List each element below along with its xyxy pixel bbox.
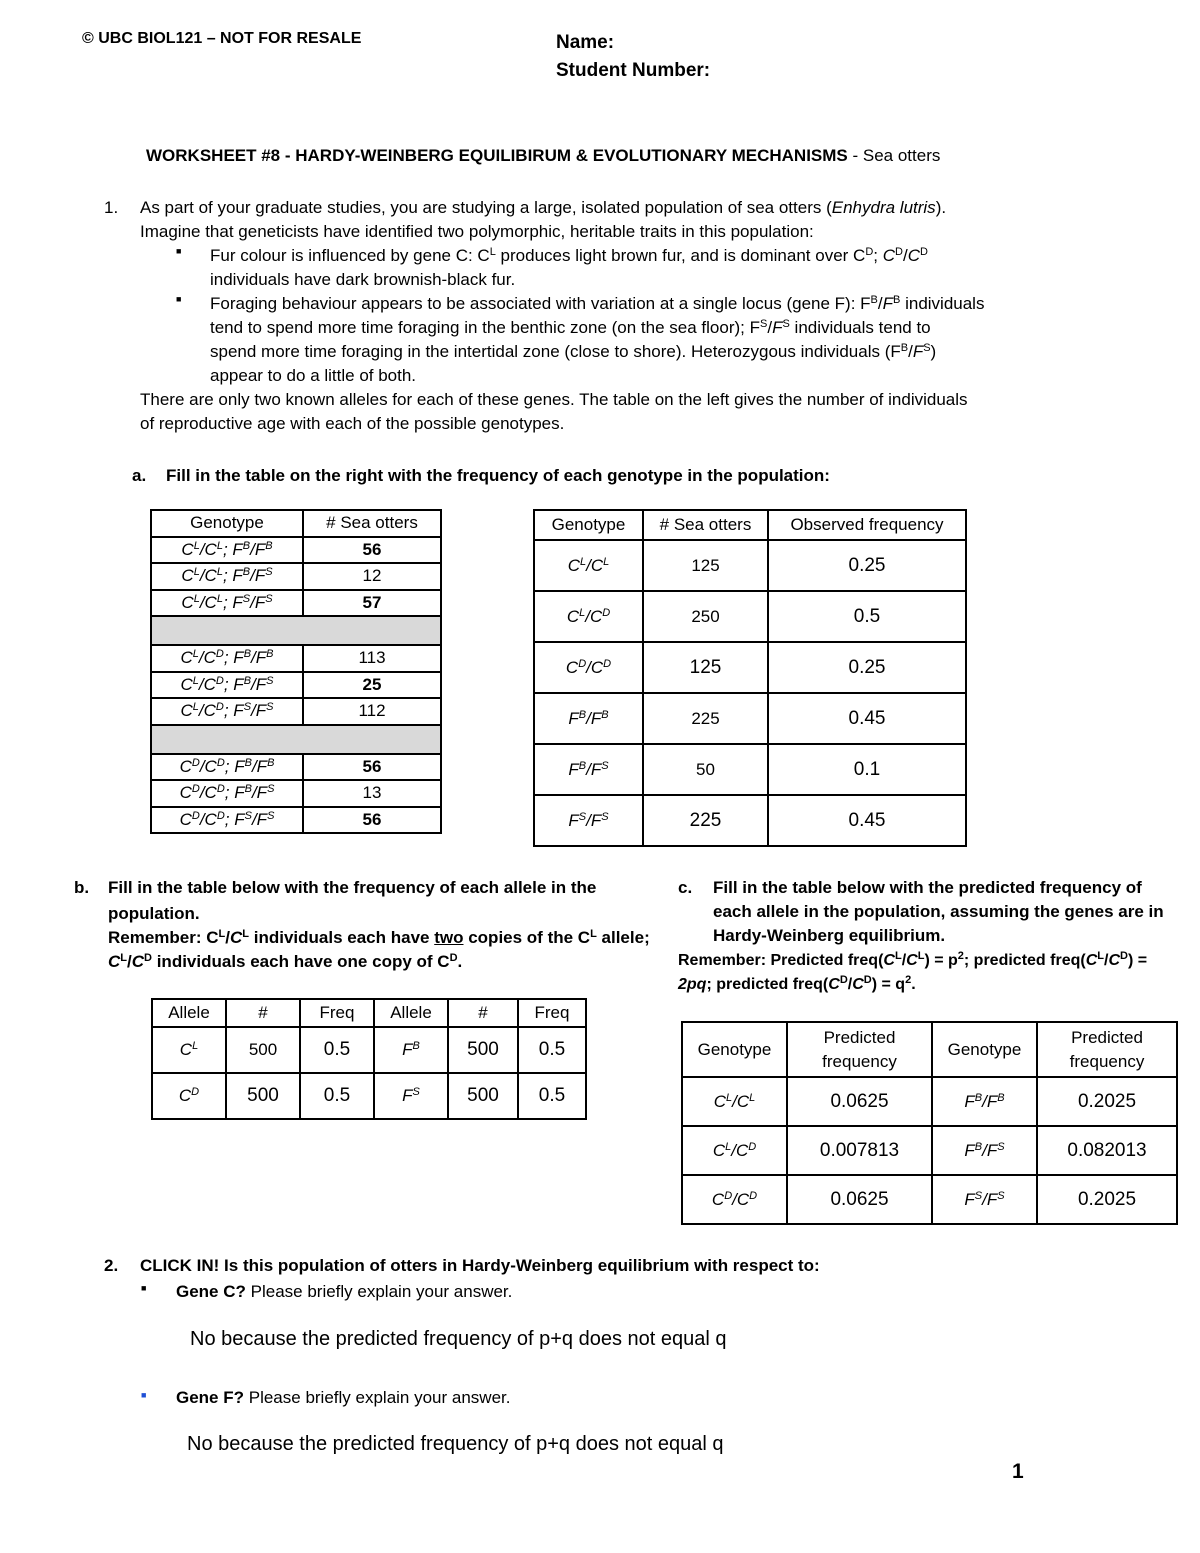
gene-c-answer[interactable]: No because the predicted frequency of p+q does not equal q (190, 1328, 727, 1350)
frequency-cell[interactable]: 0.5 (518, 1027, 586, 1073)
header-genotype: Genotype (534, 510, 643, 540)
bullet2-line3: spend more time foraging in the intertidal zone (close to shore). Heterozygous individuals $(F^B/F^S)$ (210, 342, 937, 361)
table-row (151, 807, 441, 834)
genotype-cell: $F^B/F^B$ (932, 1077, 1037, 1126)
part-b-line2: population. (108, 904, 200, 923)
bullet1-line1: Fur colour is influenced by gene C: $C^L$ produces light brown fur, and is dominant over $C^D$; $C^D/C^D$ (210, 246, 928, 265)
gene-f-question: Gene F? Please briefly explain your answer. (176, 1388, 511, 1407)
q1-number: 1. (104, 198, 119, 217)
frequency-cell[interactable]: 0.5 (768, 591, 966, 642)
header-allele: Allele (374, 999, 448, 1027)
genotype-cell: $C^D/C^D$; $F^B/F^S$ (151, 780, 303, 807)
part-c-label: c. (678, 878, 693, 897)
header-predicted-frequency: Predicted frequency (1037, 1022, 1177, 1077)
header-genotype: Genotype (682, 1022, 787, 1077)
genotype-cell: $C^L/C^L$ (534, 540, 643, 591)
count-cell[interactable]: 125 (643, 540, 768, 591)
table-row (534, 540, 966, 591)
frequency-cell[interactable]: 0.25 (768, 540, 966, 591)
count-cell: 57 (303, 590, 441, 617)
predicted-cell[interactable]: 0.082013 (1037, 1126, 1177, 1175)
predicted-cell[interactable]: 0.0625 (787, 1077, 932, 1126)
bullet-1: ■ (176, 246, 182, 256)
genotype-cell: $F^B/F^S$ (932, 1126, 1037, 1175)
name-label: Name: (556, 32, 615, 53)
genotype-cell: $C^L/C^D$; $F^B/F^S$ (151, 672, 303, 699)
table-row (151, 563, 441, 590)
genotype-cell: $C^L/C^D$; $F^B/F^B$ (151, 645, 303, 672)
bullet-gene-c: ■ (141, 1283, 147, 1293)
genotype-cell: $F^S/F^S$ (932, 1175, 1037, 1224)
q1-intro-line2: Imagine that geneticists have identified two polymorphic, heritable traits in this population: (140, 222, 814, 241)
genotype-cell: $F^B/F^B$ (534, 693, 643, 744)
copyright-notice: © UBC BIOL121 – NOT FOR RESALE (82, 30, 362, 47)
q2-number: 2. (104, 1256, 119, 1275)
count-cell[interactable]: 225 (643, 795, 768, 846)
q1-intro: As part of your graduate studies, you are studying a large, isolated population of sea otters (Enhydra lutris). (140, 198, 947, 217)
table-row (151, 645, 441, 672)
table-row (151, 780, 441, 807)
header-allele: Allele (152, 999, 226, 1027)
frequency-cell[interactable]: 0.5 (300, 1073, 374, 1119)
genotype-cell: $C^D/C^D$; $F^B/F^B$ (151, 754, 303, 781)
predicted-cell[interactable]: 0.2025 (1037, 1077, 1177, 1126)
table-row (151, 698, 441, 725)
observed-frequency-table (533, 509, 967, 847)
count-cell[interactable]: 225 (643, 693, 768, 744)
bullet2-line2: tend to spend more time foraging in the benthic zone (on the sea floor); $F^S/F^S$ individuals tend to (210, 318, 931, 337)
genotype-cell: $C^L/C^D$ (682, 1126, 787, 1175)
table-header-row (152, 999, 586, 1027)
genotype-cell: $F^S/F^S$ (534, 795, 643, 846)
bullet1-line2: individuals have dark brownish-black fur. (210, 270, 516, 289)
frequency-cell[interactable]: 0.45 (768, 795, 966, 846)
part-c-line1: Fill in the table below with the predicted frequency of (713, 878, 1142, 897)
count-cell[interactable]: 500 (226, 1073, 300, 1119)
table-row (151, 754, 441, 781)
header-count: # (448, 999, 518, 1027)
part-b-line3: Remember: $C^L/C^L$ individuals each have two copies of the $C^L$ allele; (108, 928, 650, 947)
genotype-cell: $C^D/C^D$ (682, 1175, 787, 1224)
count-cell: 112 (303, 698, 441, 725)
part-c-remember-line2: 2pq; predicted $freq(C^D/C^D) = q^2$. (678, 974, 916, 993)
allele-frequency-table (151, 998, 587, 1120)
separator-row (151, 725, 441, 754)
header-observed-frequency: Observed frequency (768, 510, 966, 540)
table-header-row (534, 510, 966, 540)
allele-cell: $C^L$ (152, 1027, 226, 1073)
table-row (534, 591, 966, 642)
table-row (151, 672, 441, 699)
table-row (682, 1077, 1177, 1126)
part-a-text: Fill in the table on the right with the frequency of each genotype in the population: (166, 466, 830, 485)
separator-row (151, 616, 441, 645)
genotype-cell: $C^L/C^L$; $F^B/F^B$ (151, 537, 303, 564)
allele-cell: $C^D$ (152, 1073, 226, 1119)
part-c-line3: Hardy-Weinberg equilibrium. (713, 926, 946, 945)
q1-note-line1: There are only two known alleles for each of these genes. The table on the left gives the number of individuals (140, 390, 968, 409)
count-cell[interactable]: 125 (643, 642, 768, 693)
frequency-cell[interactable]: 0.1 (768, 744, 966, 795)
header-sea-otters: # Sea otters (303, 510, 441, 537)
table-row (534, 642, 966, 693)
count-cell: 13 (303, 780, 441, 807)
part-a-label: a. (132, 466, 147, 485)
student-number-label: Student Number: (556, 60, 711, 81)
table-row (534, 744, 966, 795)
count-cell: 12 (303, 563, 441, 590)
predicted-cell[interactable]: 0.2025 (1037, 1175, 1177, 1224)
bullet-2: ■ (176, 294, 182, 304)
frequency-cell[interactable]: 0.25 (768, 642, 966, 693)
bullet2-line4: appear to do a little of both. (210, 366, 417, 385)
page-title: WORKSHEET #8 - HARDY-WEINBERG EQUILIBIRUM & EVOLUTIONARY MECHANISMS - Sea otters (146, 146, 941, 165)
table-row (534, 795, 966, 846)
count-cell: 113 (303, 645, 441, 672)
table-row (682, 1126, 1177, 1175)
allele-cell: $F^B$ (374, 1027, 448, 1073)
genotype-cell: $C^L/C^L$; $F^B/F^S$ (151, 563, 303, 590)
table-header-row (682, 1022, 1177, 1077)
count-cell: 56 (303, 537, 441, 564)
count-cell: 56 (303, 807, 441, 834)
count-cell[interactable]: 500 (448, 1027, 518, 1073)
part-b-line1: Fill in the table below with the frequency of each allele in the (108, 878, 597, 897)
header-sea-otters: # Sea otters (643, 510, 768, 540)
table-row (151, 590, 441, 617)
count-cell[interactable]: 500 (226, 1027, 300, 1073)
genotype-cell: $C^L/C^D$; $F^S/F^S$ (151, 698, 303, 725)
header-freq: Freq (300, 999, 374, 1027)
gene-f-answer[interactable]: No because the predicted frequency of p+q does not equal q (187, 1433, 724, 1455)
table-row (682, 1175, 1177, 1224)
header-genotype: Genotype (151, 510, 303, 537)
table-row (152, 1073, 586, 1119)
genotype-count-table (150, 509, 442, 834)
predicted-frequency-table (681, 1021, 1178, 1225)
part-c-line2: each allele in the population, assuming the genes are in (713, 902, 1164, 921)
genotype-cell: $C^L/C^L$; $F^S/F^S$ (151, 590, 303, 617)
part-b-label: b. (74, 878, 90, 897)
genotype-cell: $C^D/C^D$; $F^S/F^S$ (151, 807, 303, 834)
header-predicted-frequency: Predicted frequency (787, 1022, 932, 1077)
genotype-cell: $C^D/C^D$ (534, 642, 643, 693)
frequency-cell[interactable]: 0.5 (518, 1073, 586, 1119)
table-row (151, 537, 441, 564)
frequency-cell[interactable]: 0.45 (768, 693, 966, 744)
table-row (534, 693, 966, 744)
header-freq: Freq (518, 999, 586, 1027)
bullet-gene-f: ■ (141, 1390, 147, 1400)
count-cell[interactable]: 250 (643, 591, 768, 642)
count-cell: 25 (303, 672, 441, 699)
table-header-row (151, 510, 441, 537)
gene-c-question: Gene C? Please briefly explain your answer. (176, 1282, 513, 1301)
frequency-cell[interactable]: 0.5 (300, 1027, 374, 1073)
genotype-cell: $C^L/C^L$ (682, 1077, 787, 1126)
part-b-line4: $C^L/C^D$ individuals each have one copy of $C^D$. (108, 952, 463, 971)
count-cell: 56 (303, 754, 441, 781)
header-count: # (226, 999, 300, 1027)
predicted-cell[interactable]: 0.0625 (787, 1175, 932, 1224)
part-c-remember-line1: Remember: Predicted $freq(C^L/C^L) = p^2$; predicted $freq(C^L/C^D)$ = (678, 950, 1148, 969)
genotype-cell: $F^B/F^S$ (534, 744, 643, 795)
header-genotype: Genotype (932, 1022, 1037, 1077)
page-number: 1 (1012, 1460, 1024, 1483)
q1-note-line2: of reproductive age with each of the possible genotypes. (140, 414, 565, 433)
bullet2-line1: Foraging behaviour appears to be associated with variation at a single locus (gene F): $F^B/F^B$ individuals (210, 294, 985, 313)
genotype-cell: $C^L/C^D$ (534, 591, 643, 642)
count-cell[interactable]: 500 (448, 1073, 518, 1119)
table-row (152, 1027, 586, 1073)
predicted-cell[interactable]: 0.007813 (787, 1126, 932, 1175)
count-cell[interactable]: 50 (643, 744, 768, 795)
q2-text: CLICK IN! Is this population of otters in Hardy-Weinberg equilibrium with respect to: (140, 1256, 820, 1275)
allele-cell: $F^S$ (374, 1073, 448, 1119)
